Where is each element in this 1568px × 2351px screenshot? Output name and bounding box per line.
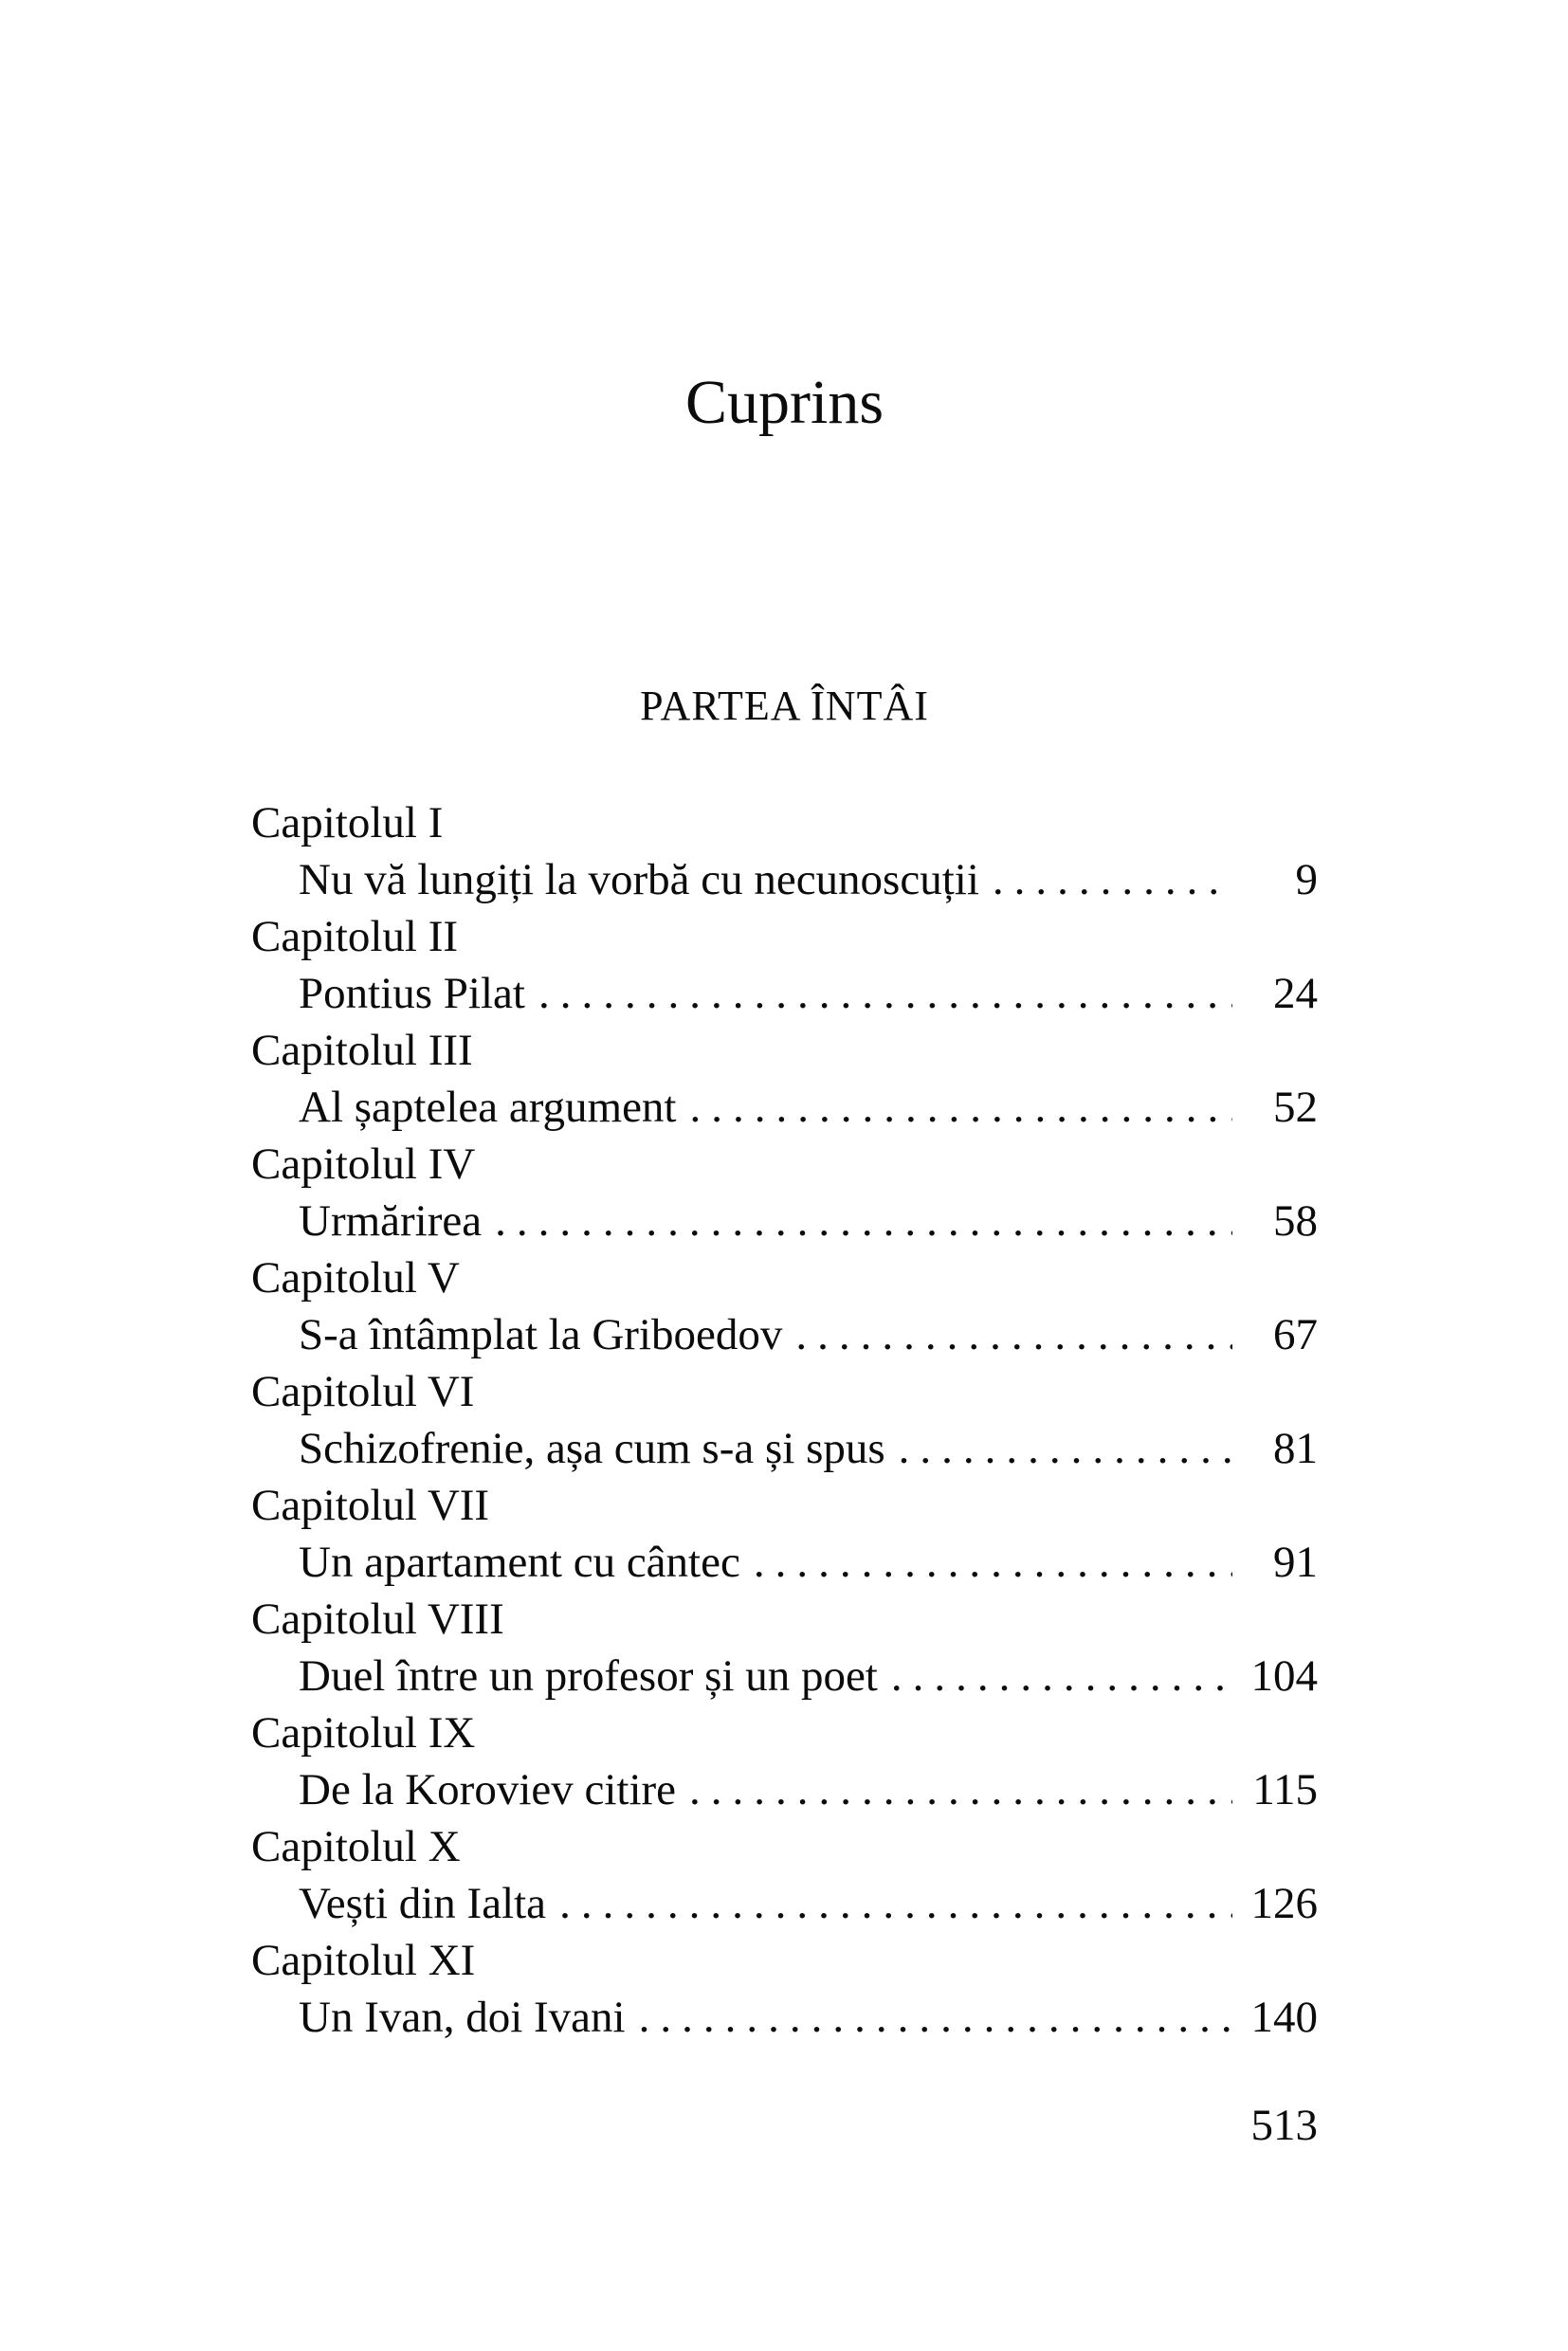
- toc-title-row: [251, 1193, 1318, 1249]
- toc-title-row: [251, 1420, 1318, 1477]
- toc-entry: [251, 794, 1318, 908]
- toc-entry: [251, 1136, 1318, 1249]
- dot-leader: [899, 1420, 1232, 1477]
- toc-entry: [251, 1477, 1318, 1591]
- toc-chapter-title: Schizofrenie, așa cum s-a și spus: [299, 1424, 885, 1473]
- toc-entry: [251, 1818, 1318, 1932]
- toc-chapter-title: Nu vă lungiți la vorbă cu necunoscuții: [299, 855, 979, 904]
- toc-chapter-title: S-a întâmplat la Griboedov: [299, 1310, 783, 1359]
- dot-leader: [891, 1648, 1232, 1704]
- toc-page-number: 115: [1252, 1765, 1318, 1814]
- toc-page-number: 52: [1273, 1083, 1318, 1132]
- toc-chapter-label: Capitolul X: [251, 1822, 461, 1871]
- toc-entry: [251, 1022, 1318, 1136]
- toc-chapter-title: Al șaptelea argument: [299, 1083, 677, 1132]
- toc-title-row: [251, 1534, 1318, 1591]
- toc-chapter-title: Un apartament cu cântec: [299, 1538, 740, 1587]
- toc-entry: [251, 1704, 1318, 1818]
- toc-chapter-title: De la Koroviev citire: [299, 1765, 677, 1814]
- table-of-contents: [251, 794, 1318, 2046]
- toc-title-row: [251, 1761, 1318, 1818]
- toc-title-row: [251, 1875, 1318, 1932]
- toc-chapter-label: Capitolul VII: [251, 1481, 490, 1530]
- dot-leader: [559, 1875, 1232, 1932]
- toc-page-number: 9: [1295, 855, 1318, 904]
- toc-page-number: 140: [1250, 1993, 1318, 2042]
- toc-entry: [251, 1249, 1318, 1363]
- toc-title-row: [251, 851, 1318, 908]
- dot-leader: [795, 1306, 1232, 1363]
- toc-chapter-label: Capitolul IX: [251, 1708, 476, 1758]
- toc-chapter-title: Un Ivan, doi Ivani: [299, 1993, 626, 2042]
- toc-page-number: 58: [1273, 1196, 1318, 1246]
- dot-leader: [538, 965, 1232, 1022]
- toc-chapter-title: Duel între un profesor și un poet: [299, 1651, 878, 1701]
- toc-title-row: [251, 1648, 1318, 1704]
- toc-chapter-label: Capitolul VI: [251, 1367, 475, 1416]
- toc-page-number: 104: [1250, 1651, 1318, 1701]
- toc-entry: [251, 1932, 1318, 2046]
- toc-chapter-label: Capitolul XI: [251, 1936, 476, 1985]
- dot-leader: [754, 1534, 1232, 1591]
- toc-chapter-title: Urmărirea: [299, 1196, 483, 1246]
- contents-title: Cuprins: [684, 368, 884, 437]
- toc-title-row: [251, 1079, 1318, 1136]
- toc-entry: [251, 908, 1318, 1022]
- toc-entry: [251, 1363, 1318, 1477]
- toc-page-number: 81: [1273, 1424, 1318, 1473]
- toc-chapter-label: Capitolul V: [251, 1253, 460, 1303]
- dot-leader: [495, 1193, 1232, 1249]
- toc-chapter-title: Pontius Pilat: [299, 969, 525, 1018]
- toc-entry: [251, 1591, 1318, 1704]
- toc-chapter-label: Capitolul II: [251, 912, 458, 961]
- dot-leader: [689, 1761, 1232, 1818]
- toc-title-row: [251, 1306, 1318, 1363]
- toc-page-number: 91: [1273, 1538, 1318, 1587]
- page-number: 513: [1250, 2101, 1318, 2150]
- dot-leader: [993, 851, 1232, 908]
- toc-chapter-label: Capitolul III: [251, 1026, 473, 1075]
- toc-chapter-label: Capitolul VIII: [251, 1595, 504, 1644]
- part-heading: PARTEA ÎNTÂI: [640, 683, 929, 729]
- toc-page-number: 24: [1273, 969, 1318, 1018]
- toc-chapter-label: Capitolul I: [251, 798, 444, 847]
- toc-chapter-label: Capitolul IV: [251, 1139, 476, 1189]
- dot-leader: [639, 1989, 1232, 2046]
- toc-page-number: 67: [1273, 1310, 1318, 1359]
- dot-leader: [690, 1079, 1233, 1136]
- page-content: [251, 0, 1318, 2046]
- toc-page-number: 126: [1250, 1879, 1318, 1928]
- toc-title-row: [251, 965, 1318, 1022]
- toc-chapter-title: Vești din Ialta: [299, 1879, 547, 1928]
- toc-title-row: [251, 1989, 1318, 2046]
